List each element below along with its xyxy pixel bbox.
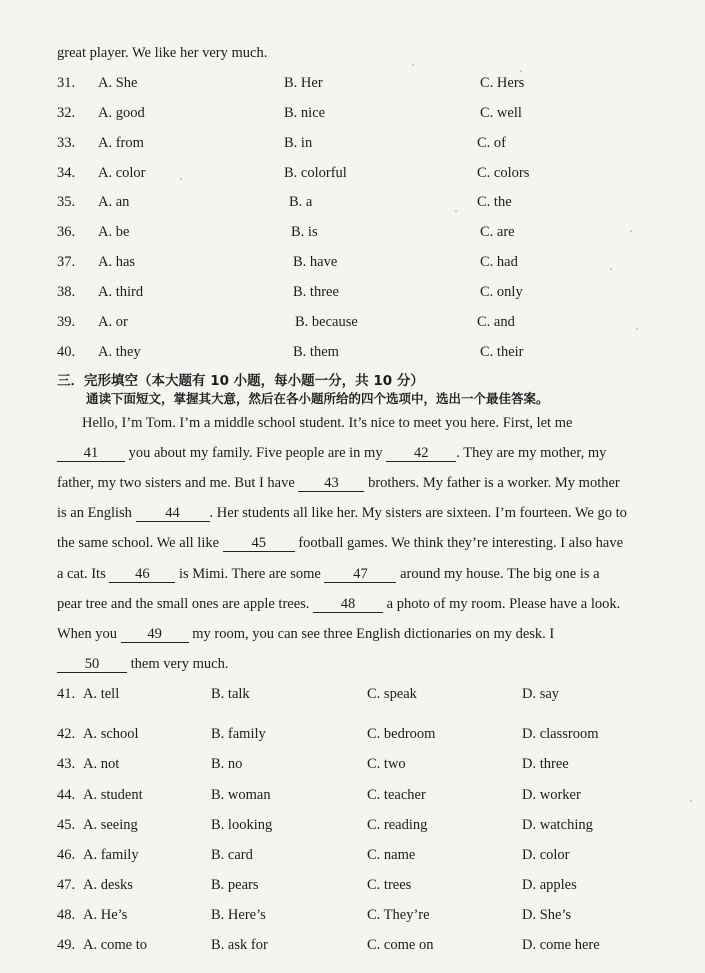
- option-b: B. pears: [211, 877, 259, 893]
- question-number: 41.: [57, 686, 76, 702]
- option-c: C. colors: [477, 165, 530, 181]
- option-a: A. seeing: [83, 817, 138, 833]
- blank-45: 45: [223, 536, 295, 552]
- option-c: C. Hers: [480, 75, 525, 91]
- option-b: B. is: [291, 224, 318, 240]
- option-d: D. color: [522, 847, 570, 863]
- option-c: C. and: [477, 314, 515, 330]
- passage-line: Hello, I’m Tom. I’m a middle school student. It’s nice to meet you here. First, let me: [82, 415, 573, 431]
- scan-speck: [630, 230, 632, 232]
- passage-text: around my house. The big one is a: [400, 566, 600, 582]
- option-c: C. come on: [367, 937, 434, 953]
- scan-speck: [455, 210, 457, 212]
- option-a: A. come to: [83, 937, 148, 953]
- option-c: C. reading: [367, 817, 428, 833]
- option-a: A. desks: [83, 877, 133, 893]
- passage-text: is Mimi. There are some: [178, 566, 321, 582]
- passage-line: [57, 596, 620, 613]
- section-instruction: 通读下面短文，掌握其大意，然后在各小题所给的四个选项中，选出一个最佳答案。: [86, 391, 549, 406]
- scan-speck: [520, 70, 522, 72]
- option-c: C. bedroom: [367, 726, 436, 742]
- option-a: A. school: [83, 726, 139, 742]
- option-b: B. Here’s: [211, 907, 266, 923]
- scan-speck: [180, 178, 182, 180]
- option-d: D. apples: [522, 877, 577, 893]
- passage-text: football games. We think they’re interesting. I also have: [298, 535, 624, 551]
- option-a: A. student: [83, 787, 143, 803]
- option-b: B. them: [293, 344, 339, 360]
- option-d: D. watching: [522, 817, 593, 833]
- option-a: A. She: [98, 75, 138, 91]
- passage-line: [57, 656, 228, 673]
- option-a: A. third: [98, 284, 144, 300]
- option-b: B. nice: [284, 105, 326, 121]
- question-number: 49.: [57, 937, 76, 953]
- passage-text: . They are my mother, my: [456, 445, 607, 461]
- question-number: 40.: [57, 344, 76, 360]
- option-c: C. had: [480, 254, 518, 270]
- option-b: B. have: [293, 254, 338, 270]
- question-number: 36.: [57, 224, 76, 240]
- option-a: A. He’s: [83, 907, 128, 923]
- question-number: 43.: [57, 756, 76, 772]
- passage-line: [57, 505, 627, 522]
- option-b: B. card: [211, 847, 253, 863]
- option-c: C. their: [480, 344, 524, 360]
- option-b: B. talk: [211, 686, 250, 702]
- option-b: B. ask for: [211, 937, 268, 953]
- option-b: B. in: [284, 135, 313, 151]
- question-number: 37.: [57, 254, 76, 270]
- option-a: A. tell: [83, 686, 120, 702]
- option-b: B. looking: [211, 817, 273, 833]
- option-a: A. family: [83, 847, 139, 863]
- question-number: 31.: [57, 75, 76, 91]
- option-a: A. has: [98, 254, 136, 270]
- passage-text: my room, you can see three English dictionaries on my desk. I: [192, 626, 555, 642]
- scan-speck: [690, 800, 692, 802]
- blank-43: 43: [298, 476, 364, 492]
- continued-passage-line: great player. We like her very much.: [57, 45, 268, 61]
- option-c: C. well: [480, 105, 522, 121]
- option-b: B. because: [295, 314, 358, 330]
- option-d: D. come here: [522, 937, 600, 953]
- option-b: B. a: [289, 194, 313, 210]
- scan-speck: [412, 64, 414, 66]
- passage-text: pear tree and the small ones are apple trees.: [57, 596, 310, 612]
- option-c: C. name: [367, 847, 416, 863]
- blank-42: 42: [386, 446, 456, 462]
- option-c: C. of: [477, 135, 506, 151]
- question-number: 44.: [57, 787, 76, 803]
- option-a: A. not: [83, 756, 120, 772]
- passage-line: [57, 445, 606, 462]
- option-c: C. trees: [367, 877, 412, 893]
- question-number: 34.: [57, 165, 76, 181]
- question-number: 47.: [57, 877, 76, 893]
- option-b: B. colorful: [284, 165, 347, 181]
- scan-speck: [610, 268, 612, 270]
- question-number: 45.: [57, 817, 76, 833]
- option-b: B. three: [293, 284, 339, 300]
- option-d: D. worker: [522, 787, 581, 803]
- passage-text: the same school. We all like: [57, 535, 220, 551]
- option-c: C. two: [367, 756, 406, 772]
- question-number: 35.: [57, 194, 76, 210]
- question-number: 33.: [57, 135, 76, 151]
- question-number: 32.: [57, 105, 76, 121]
- passage-text: is an English: [57, 505, 132, 521]
- passage-line: [57, 535, 623, 552]
- passage-text: a photo of my room. Please have a look.: [386, 596, 621, 612]
- blank-41: 41: [57, 446, 125, 462]
- passage-text: When you: [57, 626, 117, 642]
- passage-text: father, my two sisters and me. But I have: [57, 475, 295, 491]
- passage-line: [57, 626, 554, 643]
- option-a: A. color: [98, 165, 146, 181]
- passage-text: brothers. My father is a worker. My mother: [368, 475, 620, 491]
- passage-line: [57, 475, 620, 492]
- question-number: 39.: [57, 314, 76, 330]
- passage-text: them very much.: [130, 656, 229, 672]
- option-d: D. three: [522, 756, 569, 772]
- blank-46: 46: [109, 567, 175, 583]
- option-c: C. teacher: [367, 787, 426, 803]
- option-a: A. good: [98, 105, 145, 121]
- option-d: D. say: [522, 686, 560, 702]
- section-title: 三．完形填空（本大题有 10 小题，每小题一分，共 10 分）: [57, 373, 424, 389]
- option-c: C. the: [477, 194, 512, 210]
- passage-text: a cat. Its: [57, 566, 106, 582]
- blank-44: 44: [136, 506, 210, 522]
- option-a: A. from: [98, 135, 144, 151]
- blank-50: 50: [57, 657, 127, 673]
- blank-48: 48: [313, 597, 383, 613]
- option-b: B. woman: [211, 787, 271, 803]
- question-number: 46.: [57, 847, 76, 863]
- option-c: C. speak: [367, 686, 417, 702]
- option-b: B. no: [211, 756, 243, 772]
- question-number: 42.: [57, 726, 76, 742]
- option-d: D. She’s: [522, 907, 572, 923]
- option-c: C. They’re: [367, 907, 430, 923]
- blank-49: 49: [121, 627, 189, 643]
- question-number: 38.: [57, 284, 76, 300]
- passage-line: [57, 566, 600, 583]
- option-a: A. or: [98, 314, 128, 330]
- option-c: C. are: [480, 224, 515, 240]
- option-a: A. they: [98, 344, 141, 360]
- blank-47: 47: [324, 567, 396, 583]
- option-b: B. Her: [284, 75, 323, 91]
- option-a: A. an: [98, 194, 130, 210]
- option-c: C. only: [480, 284, 523, 300]
- option-b: B. family: [211, 726, 266, 742]
- option-a: A. be: [98, 224, 130, 240]
- scan-speck: [636, 328, 638, 330]
- option-d: D. classroom: [522, 726, 599, 742]
- question-number: 48.: [57, 907, 76, 923]
- passage-text: you about my family. Five people are in my: [128, 445, 383, 461]
- passage-text: . Her students all like her. My sisters are sixteen. I’m fourteen. We go to: [209, 505, 627, 521]
